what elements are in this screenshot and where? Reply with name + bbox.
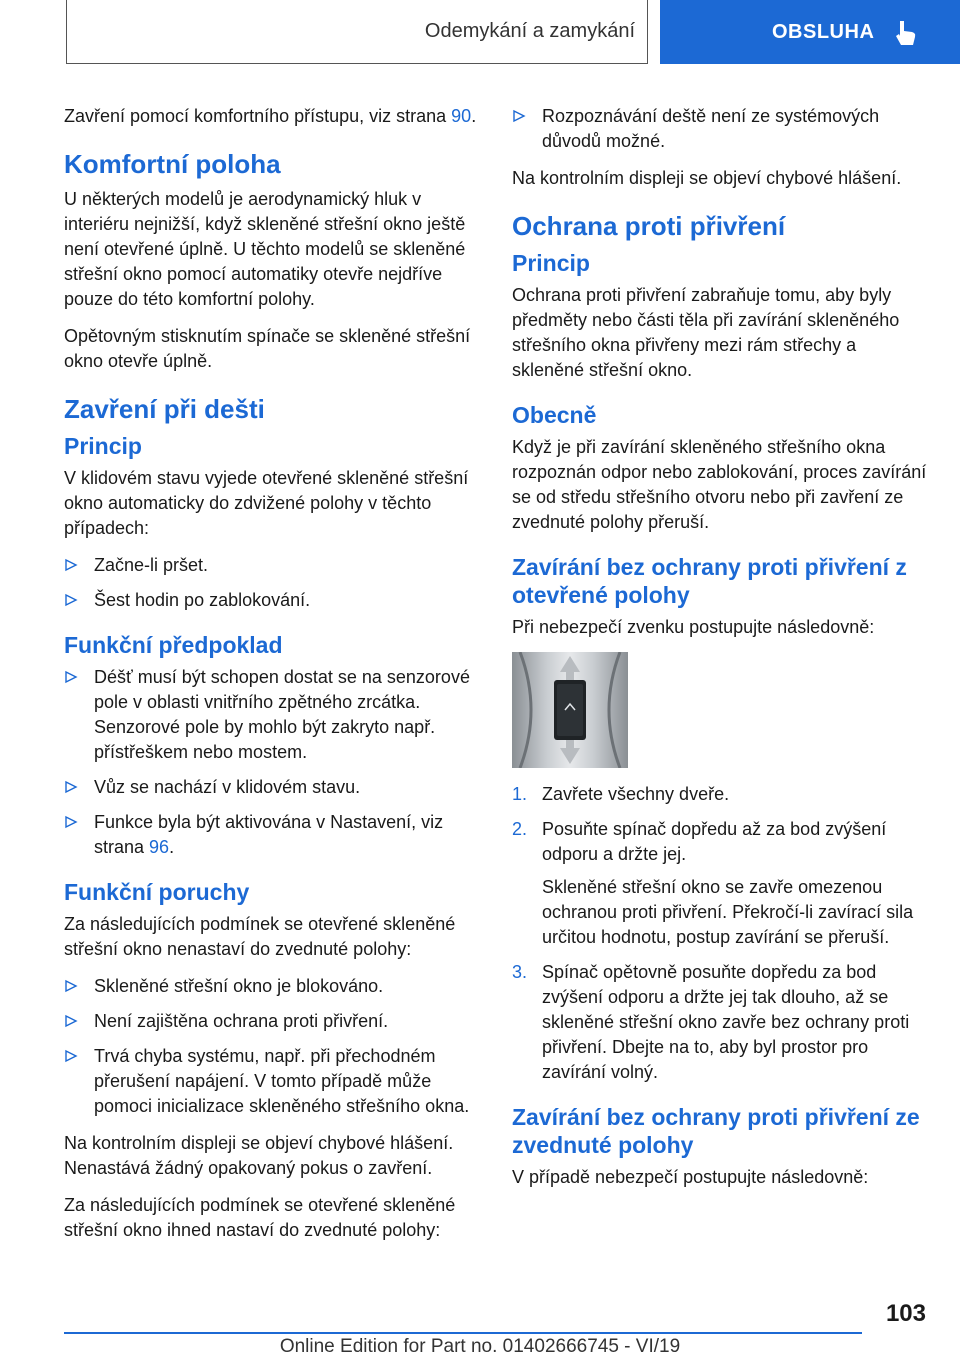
bullet-list [64, 553, 484, 613]
paragraph: Na kontrolním displeji se objeví chybové hlášení. Nenastává žádný opakovaný pokus o zavření. [64, 1133, 454, 1178]
paragraph: Při nebezpečí zvenku postupujte následovně: [512, 617, 875, 637]
triangle-bullet-icon [64, 1049, 78, 1063]
list-item: Začne-li pršet. [64, 553, 484, 578]
list-item: Není zajištěna ochrana proti přivření. [64, 1009, 484, 1034]
step-note: Skleněné střešní okno se zavře omezenou ochranou proti přivření. Překročí-li zavírací sila určitou hodnotu, postup zavírání se přeruší. [542, 877, 914, 947]
heading-obecne: Obecně [512, 402, 597, 428]
paragraph: Když je při zavírání skleněného střešního okna rozpoznán odpor nebo zablokování, proces zavírání se od středu střešního otvoru nebo při zavření ze zvednuté polohy přeruší. [512, 437, 927, 532]
triangle-bullet-icon [512, 109, 526, 123]
triangle-bullet-icon [64, 558, 78, 572]
step-item: 1. Zavřete všechny dveře. [512, 784, 730, 804]
heading-komfortni-poloha: Komfortní poloha [64, 149, 281, 179]
step-item: 2. Posuňte spínač dopředu až za bod zvýšení odporu a držte jej. Skleněné střešní okno se zavře omezenou ochranou proti přivření. Překročí-li zavírací sila určitou hodnotu, postup zavírání se přeruší. [512, 817, 928, 950]
paragraph: Opětovným stisknutím spínače se skleněné střešní okno otevře úplně. [64, 326, 471, 371]
paragraph: Za následujících podmínek se otevřené skleněné střešní okno ihned nastaví do zvednuté polohy: [64, 1195, 456, 1240]
chapter-tab[interactable] [660, 0, 960, 64]
paragraph: Ochrana proti přivření zabraňuje tomu, aby byly předměty nebo části těla při zavírání skleněného střešního okna přivřeny mezi rám střechy a skleněné střešní okno. [512, 285, 900, 380]
list-item: Trvá chyba systému, např. při přechodném přerušení napájení. V tomto případě může pomoci inicializace skleněného střešního okna. [64, 1044, 484, 1119]
list-item: Rozpoznávání deště není ze systémových důvodů možné. [512, 104, 928, 154]
bullet-list [512, 104, 928, 154]
switch-illustration [512, 652, 628, 768]
paragraph: U některých modelů je aerodynamický hluk v interiéru nejnižší, když skleněné střešní okno ještě není otevřené úplně. U těchto modelů se skleněné střešní okno pomocí automatiky otevře nejdříve pouze do této komfortní polohy. [64, 189, 466, 309]
paragraph: Na kontrolním displeji se objeví chybové hlášení. [512, 168, 902, 188]
hand-pointer-icon [890, 18, 920, 48]
page-link-90[interactable]: 90 [451, 106, 472, 126]
page-footer [0, 1300, 960, 1362]
page-header [0, 0, 960, 68]
paragraph: V případě nebezpečí postupujte následovně: [512, 1167, 869, 1187]
triangle-bullet-icon [64, 593, 78, 607]
heading-bez-ochrany-otevrene: Zavírání bez ochrany proti přivření z otevřené polohy [512, 554, 907, 608]
right-column [512, 104, 928, 1202]
triangle-bullet-icon [64, 979, 78, 993]
page-link-96[interactable]: 96 [149, 837, 170, 857]
paragraph: V klidovém stavu vyjede otevřené skleněné střešní okno automaticky do zdvižené polohy v těchto případech: [64, 468, 469, 538]
chapter-label: OBSLUHA [772, 20, 875, 43]
intro-paragraph: Zavření pomocí komfortního přístupu, viz strana 90. [64, 106, 477, 126]
heading-princip: Princip [512, 250, 590, 276]
list-item: Skleněné střešní okno je blokováno. [64, 974, 484, 999]
heading-princip: Princip [64, 433, 142, 459]
footer-divider [64, 1332, 862, 1334]
list-item: Funkce byla být aktivována v Nastavení, viz strana 96. [64, 810, 484, 860]
list-item: Déšť musí být schopen dostat se na senzorové pole v oblasti vnitřního zpětného zrcátka. Senzorové pole by mohlo být zakryto např. přístřeškem nebo mostem. [64, 665, 484, 765]
triangle-bullet-icon [64, 780, 78, 794]
bullet-list [64, 974, 484, 1119]
heading-bez-ochrany-zvednute: Zavírání bez ochrany proti přivření ze zvednuté polohy [512, 1104, 920, 1158]
page-number: 103 [885, 1300, 926, 1327]
sunroof-switch-image [512, 652, 628, 768]
edition-text: Online Edition for Part no. 01402666745 - VI/19 [279, 1336, 681, 1357]
triangle-bullet-icon [64, 815, 78, 829]
section-title: Odemykání a zamykání [66, 0, 648, 64]
numbered-steps [512, 782, 928, 1085]
step-item: 3. Spínač opětovně posuňte dopředu za bod zvýšení odporu a držte jej tak dlouho, až se skleněné střešní okno zavře bez ochrany proti přivření. Dbejte na to, aby byl prostor pro zavírání volný. [512, 962, 910, 1082]
list-item: Šest hodin po zablokování. [64, 588, 484, 613]
heading-ochrana-proti-privreni: Ochrana proti přivření [512, 211, 786, 241]
paragraph: Za následujících podmínek se otevřené skleněné střešní okno nenastaví do zvednuté polohy: [64, 914, 456, 959]
triangle-bullet-icon [64, 1014, 78, 1028]
heading-zavreni-pri-desti: Zavření při dešti [64, 394, 265, 424]
list-item: Vůz se nachází v klidovém stavu. [64, 775, 484, 800]
heading-funkcni-poruchy: Funkční poruchy [64, 879, 250, 905]
bullet-list [64, 665, 484, 860]
left-column [64, 104, 484, 1255]
heading-funkcni-predpoklad: Funkční předpoklad [64, 632, 283, 658]
triangle-bullet-icon [64, 670, 78, 684]
